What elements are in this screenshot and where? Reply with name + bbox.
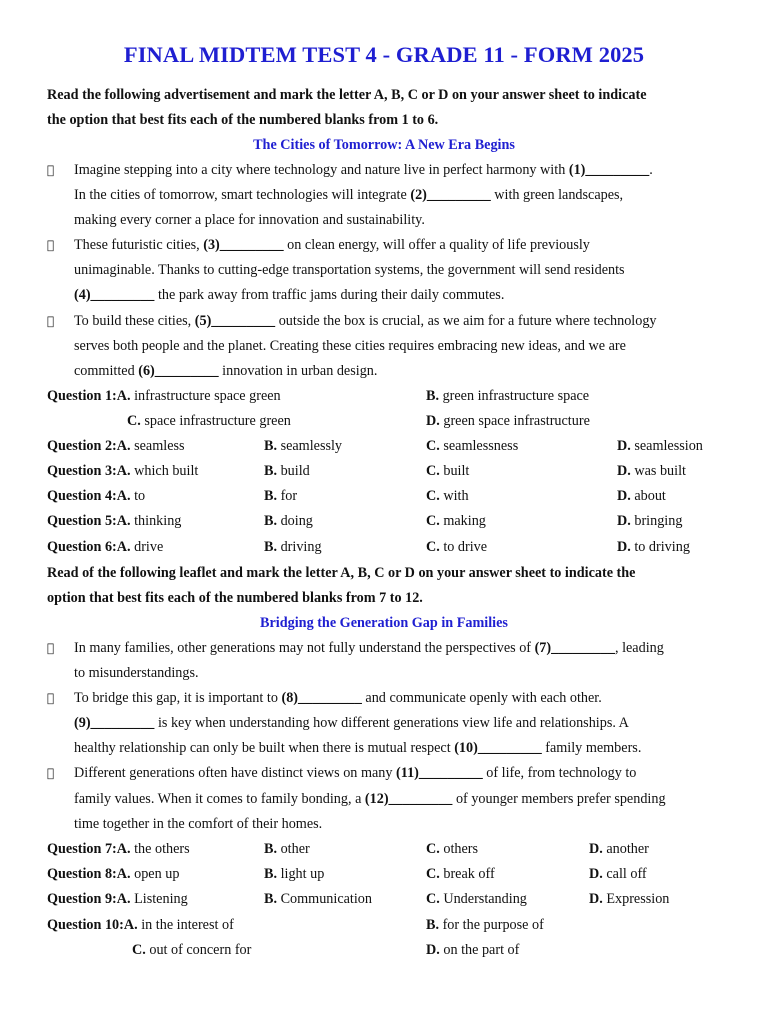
question-4-option-d: D. about [617,488,666,504]
question-2-option-d: D. seamlession [617,438,703,454]
passage-1-p3-line-1: To build these cities, (5)_________ outside the box is crucial, as we aim for a future where technology [74,313,657,329]
blank-3: (3)_________ [203,237,284,253]
question-1-option-b: B. green infrastructure space [426,388,590,404]
page-title: FINAL MIDTEM TEST 4 - GRADE 11 - FORM 2025 [123,42,645,67]
question-5-option-c: C. making [426,513,486,529]
passage-1-p2-line-1: These futuristic cities, (3)_________ on clean energy, will offer a quality of life previously [74,237,590,253]
question-7-option-c: C. others [426,841,479,857]
blank-2: (2)_________ [410,187,491,203]
blank-7: (7)_________ [534,640,615,656]
blank-12: (12)_________ [364,791,453,807]
instruction-1-line-1: Read the following advertisement and mark the letter A, B, C or D on your answer sheet to indicate [47,87,647,103]
blank-10: (10)_________ [454,740,542,756]
question-9-option-a: Question 9:A. Listening [47,891,188,907]
question-7-option-d: D. another [589,841,649,857]
blank-11: (11)_________ [396,765,483,781]
question-8-option-c: C. break off [426,866,495,882]
question-4-option-c: C. with [426,488,469,504]
passage-2-p3-line-2: family values. When it comes to family bonding, a (12)_________ of younger members prefer spending [74,791,666,807]
question-3-option-a: Question 3:A. which built [47,463,199,479]
passage-1-p2-line-3: (4)_________ the park away from traffic jams during their daily commutes. [74,287,505,303]
question-1-option-a: Question 1:A. infrastructure space green [47,388,281,404]
passage-1-p1-line-1: Imagine stepping into a city where technology and nature live in perfect harmony with (1)_________. [74,162,653,178]
question-2-option-b: B. seamlessly [264,438,343,454]
question-9-option-b: B. Communication [264,891,372,907]
question-5-option-a: Question 5:A. thinking [47,513,182,529]
question-6-option-c: C. to drive [426,539,488,555]
question-10-option-d: D. on the part of [426,942,520,958]
blank-6: (6)_________ [138,363,219,379]
blank-4: (4)_________ [74,287,155,303]
question-1-option-d: D. green space infrastructure [426,413,590,429]
passage-1-heading: The Cities of Tomorrow: A New Era Begins [253,137,515,153]
passage-2-p2-line-2: (9)_________ is key when understanding how different generations view life and relationships. A [74,715,629,731]
bullet-icon [47,766,54,780]
question-8-option-a: Question 8:A. open up [47,866,180,882]
passage-1-p3-line-3: committed (6)_________ innovation in urban design. [74,363,378,379]
question-10-option-a: Question 10:A. in the interest of [47,917,234,933]
question-4-option-b: B. for [264,488,298,504]
question-2-option-a: Question 2:A. seamless [47,438,185,454]
question-1-option-c: C. space infrastructure green [127,413,291,429]
question-10-option-c: C. out of concern for [132,942,252,958]
passage-1-p1-line-3: making every corner a place for innovation and sustainability. [74,212,425,228]
passage-2-p3-line-3: time together in the comfort of their homes. [74,816,323,832]
passage-2-p3-line-1: Different generations often have distinct views on many (11)_________ of life, from technology to [74,765,637,781]
passage-1-p1-line-2: In the cities of tomorrow, smart technologies will integrate (2)_________ with green landscapes, [74,187,624,203]
question-7-option-b: B. other [264,841,310,857]
question-4-option-a: Question 4:A. to [47,488,146,504]
passage-1-p2-line-2: unimaginable. Thanks to cutting-edge transportation systems, the government will send residents [74,262,625,278]
bullet-icon [47,691,54,705]
blank-5: (5)_________ [194,313,276,329]
passage-1-p3-line-2: serves both people and the planet. Creating these cities requires embracing new ideas, and we are [74,338,626,354]
question-5-option-d: D. bringing [617,513,683,529]
question-9-option-c: C. Understanding [426,891,527,907]
blank-8: (8)_________ [281,690,362,706]
question-3-option-d: D. was built [617,463,686,479]
bullet-icon [47,641,54,655]
passage-2-heading: Bridging the Generation Gap in Families [260,615,508,631]
question-6-option-b: B. driving [264,539,322,555]
question-6-option-a: Question 6:A. drive [47,539,164,555]
question-3-option-b: B. build [264,463,310,479]
passage-2-p2-line-1: To bridge this gap, it is important to (8)_________ and communicate openly with each other. [74,690,602,706]
question-8-option-b: B. light up [264,866,325,882]
question-10-option-b: B. for the purpose of [426,917,544,933]
instruction-1-line-2: the option that best fits each of the numbered blanks from 1 to 6. [47,112,439,128]
question-5-option-b: B. doing [264,513,313,529]
instruction-2-line-1: Read of the following leaflet and mark the letter A, B, C or D on your answer sheet to indicate the [47,565,636,581]
question-8-option-d: D. call off [589,866,647,882]
bullet-icon [47,163,54,177]
question-7-option-a: Question 7:A. the others [47,841,190,857]
question-2-option-c: C. seamlessness [426,438,519,454]
question-6-option-d: D. to driving [617,539,690,555]
passage-2-p2-line-3: healthy relationship can only be built when there is mutual respect (10)_________ family members. [74,740,642,756]
blank-9: (9)_________ [74,715,155,731]
passage-2-p1-line-2: to misunderstandings. [74,665,199,681]
question-9-option-d: D. Expression [589,891,670,907]
bullet-icon [47,238,54,252]
question-3-option-c: C. built [426,463,470,479]
passage-2-p1-line-1: In many families, other generations may not fully understand the perspectives of (7)_________, leading [74,640,664,656]
blank-1: (1)_________ [568,162,650,178]
instruction-2-line-2: option that best fits each of the numbered blanks from 7 to 12. [47,590,423,606]
bullet-icon [47,314,54,328]
